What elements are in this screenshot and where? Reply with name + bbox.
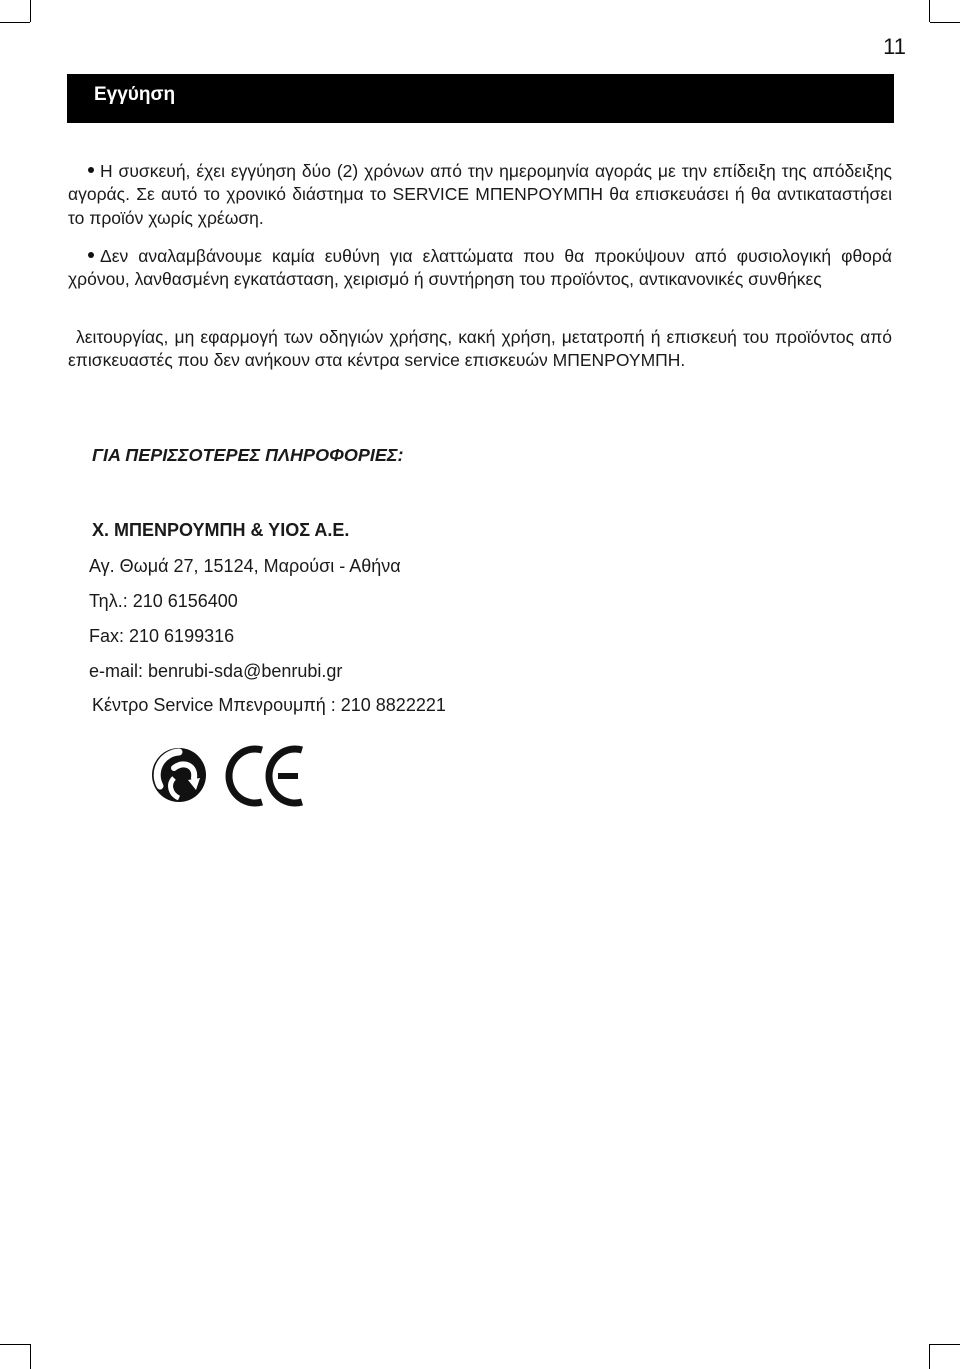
email[interactable]: e-mail: benrubi-sda@benrubi.gr [89,661,343,681]
phone: Τηλ.: 210 6156400 [89,591,238,611]
crop-mark-top-right-v [929,0,930,22]
green-dot-recycling-icon [150,738,310,808]
crop-mark-top-left-h [0,22,30,23]
section-header-bar [67,74,894,123]
crop-mark-bottom-left-v [30,1344,31,1369]
warranty-paragraph-3 [68,326,892,373]
warranty-paragraph-1 [68,160,892,230]
certification-logos [150,738,310,808]
crop-mark-bottom-left-h [0,1344,30,1345]
warranty-text-1: Η συσκευή, έχει εγγύηση δύο (2) χρόνων από την ημερομηνία αγοράς με την επίδειξη της απόδειξης αγοράς. Σε αυτό το χρονικό διάστημα το SERVICE ΜΠΕΝΡΟΥΜΠΗ θα επισκευάσει ή θα αντικαταστήσει το προϊόν χωρίς χρέωση. [68,161,892,228]
crop-mark-top-right-h [930,22,960,23]
bullet-icon [88,167,94,173]
ce-mark-icon [229,749,302,803]
info-heading: ΓΙΑ ΠΕΡΙΣΣΟΤΕΡΕΣ ΠΛΗΡΟΦΟΡΙΕΣ: [92,445,404,465]
crop-mark-bottom-right-v [929,1344,930,1369]
bullet-icon [88,252,94,258]
service-center: Κέντρο Service Μπενρουμπή : 210 8822221 [92,695,446,715]
warranty-text-2: Δεν αναλαμβάνουμε καμία ευθύνη για ελαττώματα που θα προκύψουν από φυσιολογική φθορά χρόνου, λανθασμένη εγκατάσταση, χειρισμό ή συντήρηση του προϊόντος, αντικανονικές συνθήκες [68,246,892,290]
fax: Fax: 210 6199316 [89,626,235,646]
page-number: 11 [883,34,906,59]
crop-mark-top-left-v [30,0,31,22]
section-title: Εγγύηση [94,84,176,105]
crop-mark-bottom-right-h [930,1344,960,1345]
warranty-paragraph-2 [68,245,892,292]
company-name: Χ. ΜΠΕΝΡΟΥΜΠΗ & ΥΙΟΣ Α.Ε. [92,520,350,540]
address: Αγ. Θωμά 27, 15124, Μαρούσι - Αθήνα [89,556,401,576]
warranty-text-3: λειτουργίας, μη εφαρμογή των οδηγιών χρήσης, κακή χρήση, μετατροπή ή επισκευή του προϊόντος από επισκευαστές που δεν ανήκουν στα κέντρα service επισκευών ΜΠΕΝΡΟΥΜΠΗ. [68,327,892,371]
